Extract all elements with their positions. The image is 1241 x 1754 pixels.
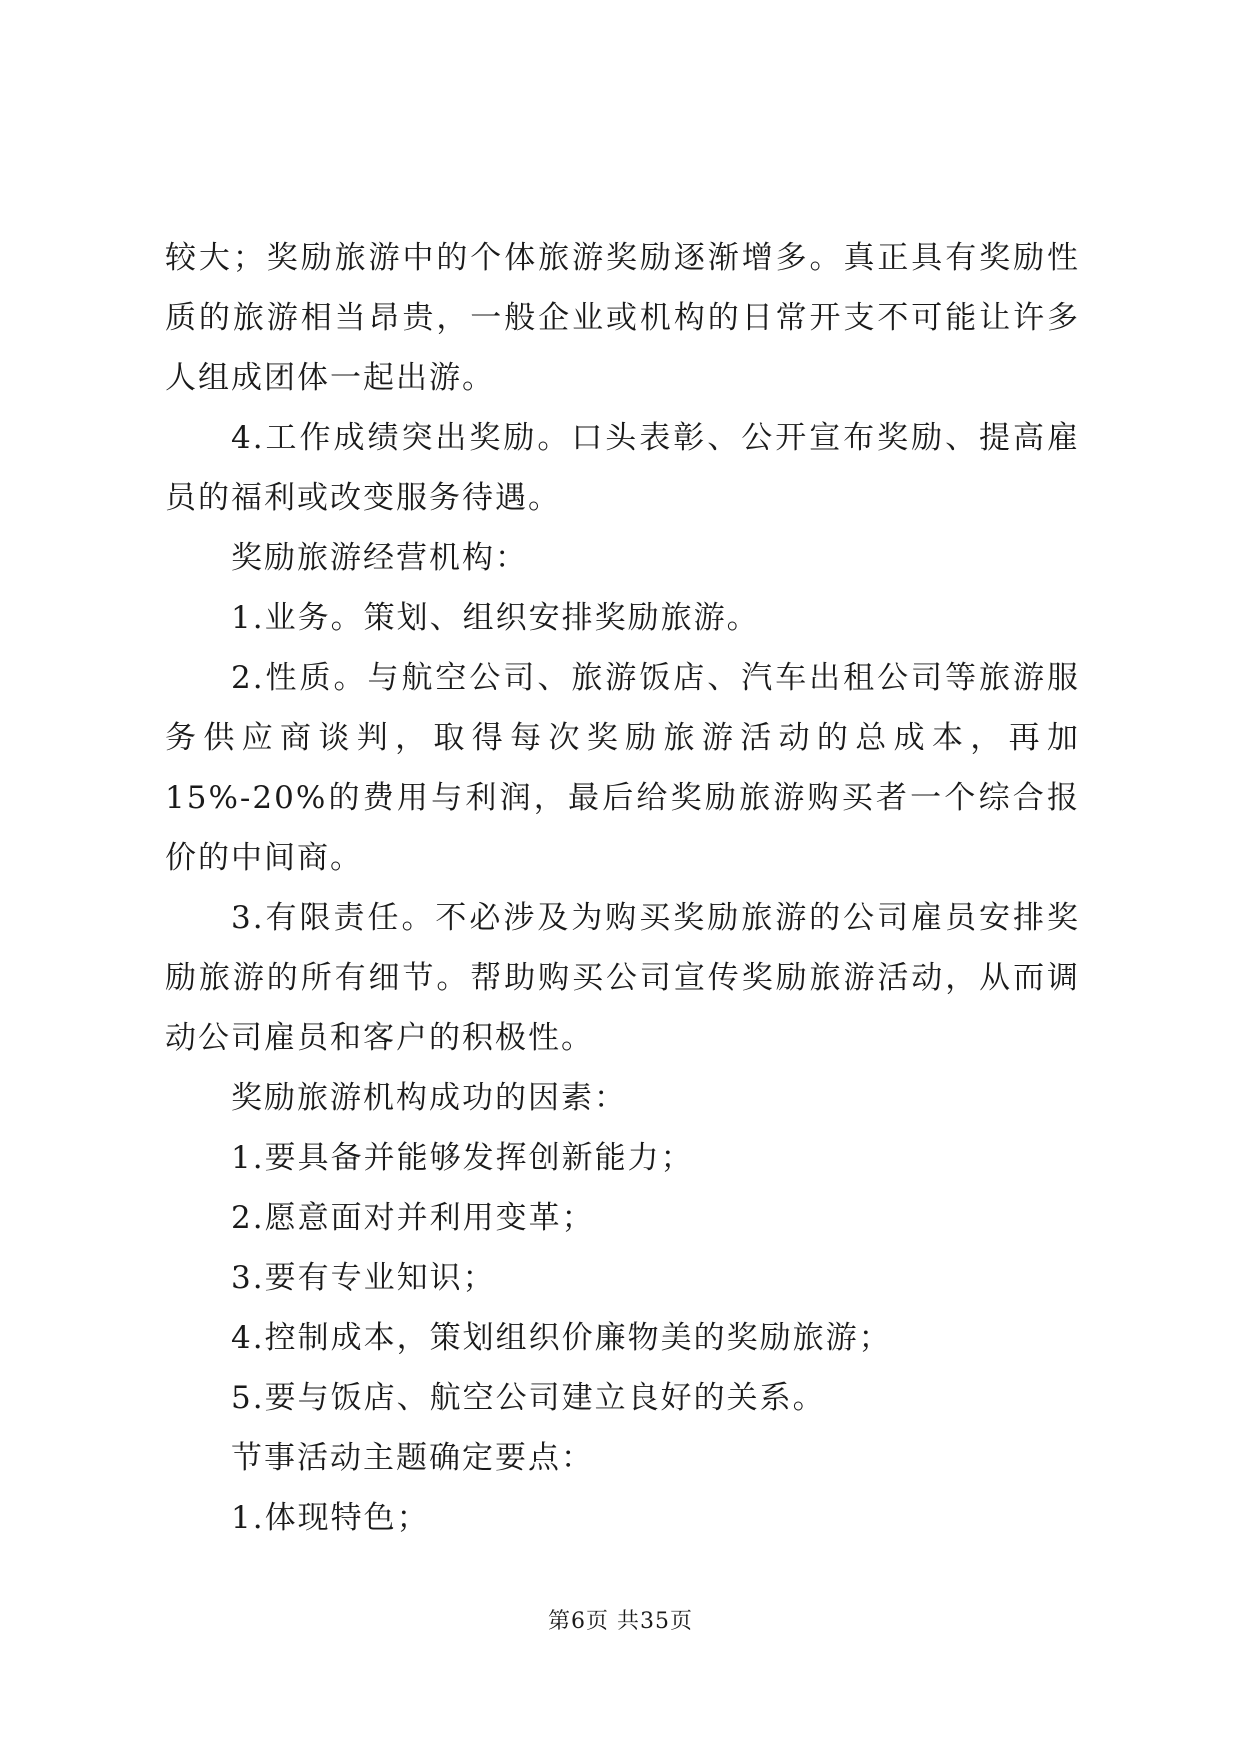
list-item: 1.要具备并能够发挥创新能力； (231, 1140, 694, 1176)
list-item: 3.要有专业知识； (231, 1260, 496, 1296)
list-item: 5.要与饭店、航空公司建立良好的关系。 (231, 1380, 826, 1416)
paragraph: 4.工作成绩突出奖励。口头表彰、公开宣布奖励、提高雇员的福利或改变服务待遇。 (165, 420, 1080, 516)
list-item: 1.体现特色； (231, 1500, 430, 1536)
document-body (165, 228, 1080, 1548)
paragraph: 较大；奖励旅游中的个体旅游奖励逐渐增多。真正具有奖励性质的旅游相当昂贵，一般企业或机构的日常开支不可能让许多人组成团体一起出游。 (165, 240, 1080, 396)
section-heading: 节事活动主题确定要点： (231, 1440, 594, 1476)
list-item: 2.愿意面对并利用变革； (231, 1200, 595, 1236)
list-item: 3.有限责任。不必涉及为购买奖励旅游的公司雇员安排奖励旅游的所有细节。帮助购买公司宣传奖励旅游活动，从而调动公司雇员和客户的积极性。 (165, 900, 1080, 1056)
list-item: 1.业务。策划、组织安排奖励旅游。 (231, 600, 760, 636)
section-heading: 奖励旅游机构成功的因素： (231, 1080, 627, 1116)
page-number-footer: 第6页 共35页 (548, 1609, 693, 1634)
list-item: 4.控制成本，策划组织价廉物美的奖励旅游； (231, 1320, 892, 1356)
list-item: 2.性质。与航空公司、旅游饭店、汽车出租公司等旅游服务供应商谈判，取得每次奖励旅游活动的总成本，再加15%-20%的费用与利润，最后给奖励旅游购买者一个综合报价的中间商。 (165, 660, 1080, 876)
section-heading: 奖励旅游经营机构： (231, 540, 528, 576)
